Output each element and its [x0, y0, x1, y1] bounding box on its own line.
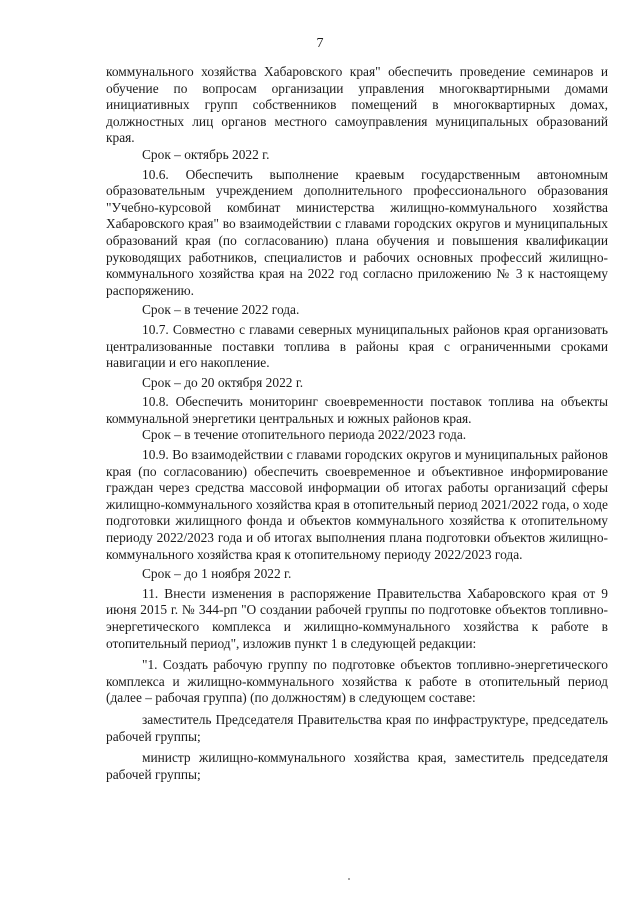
paragraph-intro-continuation: коммунального хозяйства Хабаровского края" обеспечить проведение семинаров и обучение по вопросам организации управления многоквартирными домами инициативных групп собственников помещений в многоквартирных домах, должностных лиц органов местного самоуправления муниципальных образований края.	[106, 64, 608, 146]
deadline-heating-period: Срок – в течение отопительного периода 2022/2023 года.	[142, 427, 467, 443]
paragraph-11: 11. Внести изменения в распоряжение Правительства Хабаровского края от 9 июня 2015 г. № 344-рп "О создании рабочей группы по подготовке объектов топливно-энергетического комплекса и жилищно-коммунального хозяйства к работе в отопительный период", изложив пункт 1 в следующей редакции:	[106, 585, 608, 651]
deadline-oct-20: Срок – до 20 октября 2022 г.	[142, 374, 304, 390]
paragraph-10-6: 10.6. Обеспечить выполнение краевым государственным автономным образовательным учреждением дополнительного профессионального образования "Учебно-курсовой комбинат министерства жилищно-коммунального хозяйства Хабаровского края" во взаимодействии с главами городских округов и муниципальных образований края (по согласованию) плана обучения и повышения квалификации руководящих работников, специалистов и рабочих основных профессий жилищно-коммунального хозяйства края на 2022 год согласно приложению № 3 к настоящему распоряжению.	[106, 166, 608, 298]
scan-speck	[348, 878, 350, 880]
document-body	[106, 64, 608, 783]
paragraph-10-8: 10.8. Обеспечить мониторинг своевременности поставок топлива на объекты коммунальной энергетики центральных и южных районов края.	[106, 394, 608, 426]
quoted-item-1: "1. Создать рабочую группу по подготовке объектов топливно-энергетического комплекса и жилищно-коммунального хозяйства к работе в отопительный период (далее – рабочая группа) (по должностям) в следующем составе:	[106, 657, 608, 706]
member-deputy-chairman: заместитель Председателя Правительства края по инфраструктуре, председатель рабочей группы;	[106, 711, 608, 744]
deadline-nov-1: Срок – до 1 ноября 2022 г.	[142, 566, 292, 582]
deadline-during-2022: Срок – в течение 2022 года.	[142, 302, 300, 318]
paragraph-10-9: 10.9. Во взаимодействии с главами городских округов и муниципальных районов края (по согласованию) обеспечить своевременное и объективное информирование граждан через средства массовой информации об итогах работы организаций сферы жилищно-коммунального хозяйства края в отопительный период 2021/2022 года, о ходе подготовки жилищного фонда и объектов коммунального хозяйства к отопительному периоду 2022/2023 года и об итогах выполнения плана подготовки объектов жилищно-коммунального хозяйства края к отопительному периоду 2022/2023 года.	[106, 447, 608, 562]
paragraph-10-7: 10.7. Совместно с главами северных муниципальных районов края организовать централизованные поставки топлива в районы края с ограниченными сроками навигации и его накопление.	[106, 321, 608, 371]
member-minister: министр жилищно-коммунального хозяйства края, заместитель председателя рабочей группы;	[106, 750, 608, 782]
deadline-october: Срок – октябрь 2022 г.	[142, 146, 270, 162]
page-number: 7	[316, 36, 324, 51]
